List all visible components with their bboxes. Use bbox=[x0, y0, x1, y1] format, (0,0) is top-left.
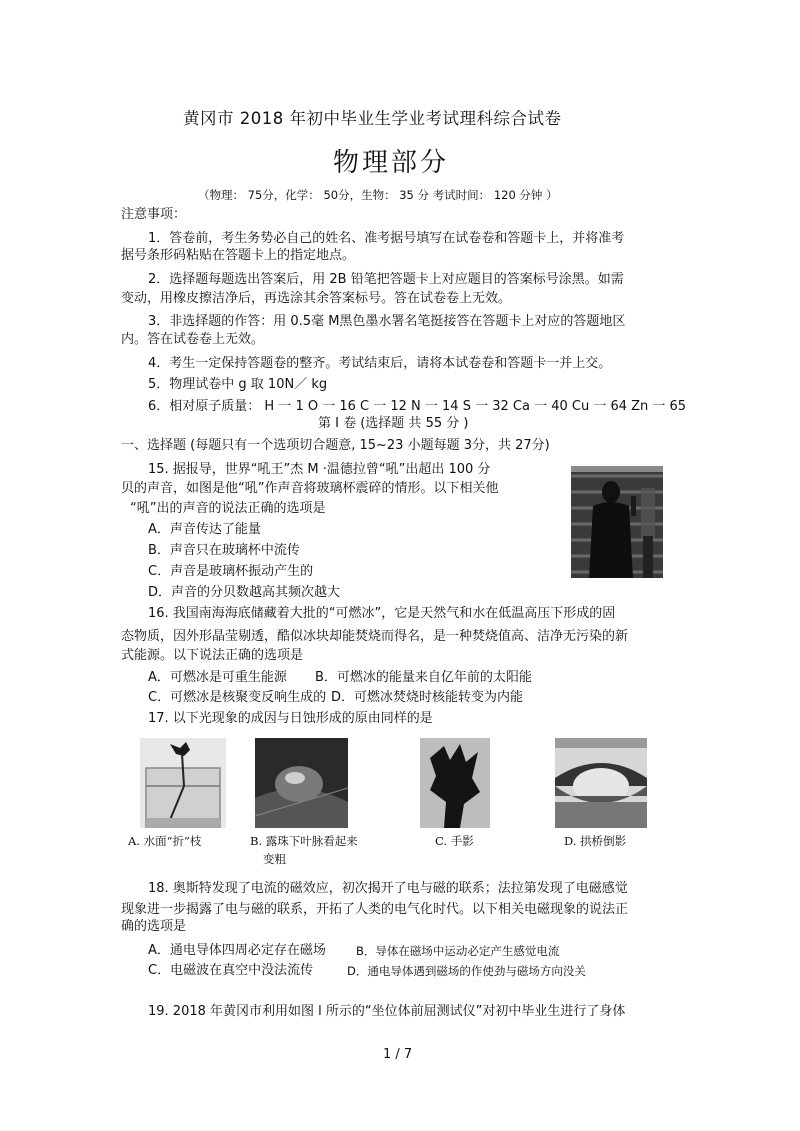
exam-info: （物理： 75分，化学： 50分，生物： 35 分 考试时间： 120 分钟 ） bbox=[198, 188, 558, 202]
note-line: 变动，用橡皮擦洁净后，再选涂其余答案标号。答在试卷卷上无效。 bbox=[121, 291, 512, 306]
q16-option: C．可燃冰是核聚变反响生成的 bbox=[148, 690, 327, 705]
q15-option: B．声音只在玻璃杯中流传 bbox=[148, 543, 300, 558]
q16-line: 态物质，因外形晶莹剔透，酷似冰块却能焚烧而得名，是一种焚烧值高、洁净无污染的新 bbox=[121, 629, 629, 644]
q15-option: A．声音传达了能量 bbox=[148, 522, 261, 537]
page-number: 1 / 7 bbox=[383, 1047, 413, 1062]
exam-title: 黄冈市 2018 年初中毕业生学业考试理科综合试卷 bbox=[183, 109, 562, 128]
q17-line: 17. 以下光现象的成因与日蚀形成的原由同样的是 bbox=[148, 711, 433, 726]
q16-option: D．可燃冰焚烧时核能转变为内能 bbox=[331, 690, 524, 705]
q18-line: 现象进一步揭露了电与磁的联系，开拓了人类的电气化时代。以下相关电磁现象的说法正 bbox=[121, 902, 629, 917]
caption-b-cont: 变粗 bbox=[263, 852, 286, 866]
q19-line: 19. 2018 年黄冈市利用如图 l 所示的“坐位体前屈测试仪”对初中毕业生进行了身体 bbox=[148, 1004, 626, 1019]
q15-line: 15. 据报导，世界“吼王”杰 M ·温德拉曾“吼”出超出 100 分 bbox=[148, 462, 491, 477]
notes-heading: 注意事项： bbox=[121, 207, 187, 222]
q18-line: 18. 奥斯特发现了电流的磁效应，初次揭开了电与磁的联系；法拉第发现了电磁感觉 bbox=[148, 881, 628, 896]
caption-a: A. 水面“折”枝 bbox=[128, 834, 202, 848]
q18-option: C．电磁波在真空中没法流传 bbox=[148, 963, 314, 978]
note-line: 2．选择题每题选出答案后，用 2B 铅笔把答题卡上对应题目的答案标号涂黑。如需 bbox=[148, 272, 624, 287]
q15-line: 贝的声音，如图是他“吼”作声音将玻璃杯震碎的情形。以下相关他 bbox=[121, 481, 499, 496]
q18-option: D．通电导体遇到磁场的作使劲与磁场方向没关 bbox=[347, 964, 586, 978]
arch-bridge-photo bbox=[555, 738, 647, 828]
caption-c: C. 手影 bbox=[435, 834, 474, 848]
note-line: 5．物理试卷中 g 取 10N／ kg bbox=[148, 377, 328, 392]
caption-b: B. 露珠下叶脉看起来 bbox=[250, 834, 358, 848]
section-heading: 一、选择题 (每题只有一个选项切合题意, 15~23 小题每题 3分，共 27分) bbox=[121, 438, 550, 453]
hand-shadow-photo bbox=[420, 738, 490, 828]
bent-stick-photo bbox=[140, 738, 226, 828]
q16-option: B．可燃冰的能量来自亿年前的太阳能 bbox=[315, 670, 532, 685]
q16-line: 式能源。以下说法正确的选项是 bbox=[121, 648, 304, 663]
note-line: 4．考生一定保持答题卷的整齐。考试结束后，请将本试卷卷和答题卡一并上交。 bbox=[148, 356, 612, 371]
q15-option: C．声音是玻璃杯振动产生的 bbox=[148, 564, 314, 579]
q18-option: B．导体在磁场中运动必定产生感觉电流 bbox=[356, 944, 560, 958]
q18-option: A．通电导体四周必定存在磁场 bbox=[148, 943, 326, 958]
note-line: 内。答在试卷卷上无效。 bbox=[121, 332, 265, 347]
caption-d: D. 拱桥倒影 bbox=[564, 834, 627, 848]
dewdrop-photo bbox=[255, 738, 348, 828]
q15-option: D．声音的分贝数越高其频次越大 bbox=[148, 585, 341, 600]
q16-line: 16. 我国南海海底储藏着大批的“可燃冰”，它是天然气和水在低温高压下形成的固 bbox=[148, 606, 616, 621]
q16-option: A．可燃冰是可重生能源 bbox=[148, 670, 287, 685]
note-line: 3．非选择题的作答：用 0.5毫 M黑色墨水署名笔挺接答在答题卡上对应的答题地区 bbox=[148, 314, 626, 329]
volume-title: 第 I 卷 (选择题 共 55 分 ) bbox=[318, 416, 469, 431]
note-line: 6．相对原子质量： H 一 1 O 一 16 C 一 12 N 一 14 S 一 32 Ca 一 40 Cu 一 64 Zn 一 65 bbox=[148, 399, 687, 414]
note-line: 据号条形码粘贴在答题卡上的指定地点。 bbox=[121, 248, 356, 263]
note-line: 1．答卷前，考生务势必自己的姓名、准考据号填写在试卷卷和答题卡上，并将准考 bbox=[148, 231, 625, 246]
q18-line: 确的选项是 bbox=[121, 919, 187, 934]
section-subtitle: 物理部分 bbox=[333, 148, 450, 178]
q15-line: “吼”出的声音的说法正确的选项是 bbox=[130, 501, 326, 516]
singer-photo bbox=[571, 466, 663, 578]
